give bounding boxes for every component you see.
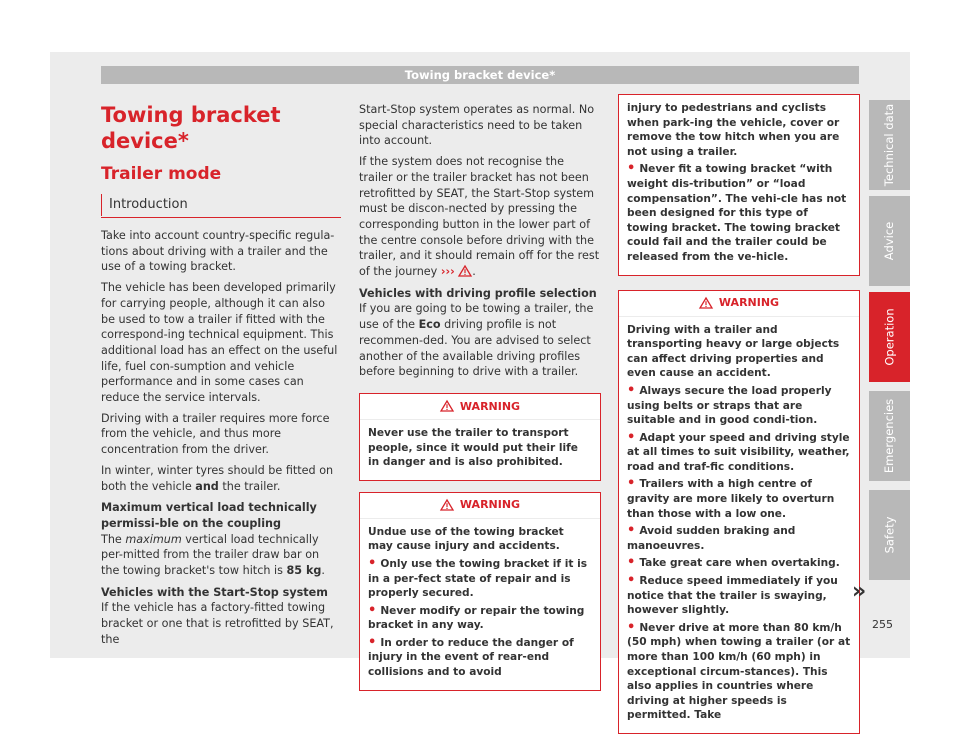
paragraph: If you are going to be towing a trailer, the use of the Eco driving profile is not recommen-ded. You are advised to select another of the available driving profiles before beginning to drive with a trailer. — [359, 302, 594, 379]
side-tab-technical-data[interactable]: Technical data — [869, 100, 910, 190]
chapter-title: Towing bracket device* — [101, 103, 281, 153]
warning-header — [360, 493, 600, 519]
paragraph: The maximum vertical load technically per-mitted from the trailer draw bar on the towing bracket's tow hitch is 85 kg. — [101, 532, 325, 578]
bullet-item: • Adapt your speed and driving style at all times to suit visibility, weather, road and traf-fic conditions. — [627, 429, 850, 473]
bullet-item: • Only use the towing bracket if it is in a per-fect state of repair and is properly secured. — [368, 555, 588, 600]
warning-box — [359, 492, 601, 691]
warning-triangle-icon — [440, 499, 454, 511]
paragraph-heading: Maximum vertical load technically permissi-ble on the coupling — [101, 501, 317, 530]
paragraph-heading: Vehicles with driving profile selection — [359, 286, 597, 300]
section-title: Trailer mode — [101, 164, 222, 184]
warning-label: WARNING — [718, 296, 780, 310]
bullet-item: • Never drive at more than 80 km/h (50 mph) when towing a trailer (or at more than 100 km/h (60 mph) in exceptional circum-stances). This also applies in countries where driving at higher speeds is permitted. Take — [627, 619, 851, 722]
column-1 — [101, 102, 341, 653]
bullet-item: • Never fit a towing bracket “with weight dis-tribution” or “load compensation”. The vehi-cle has not been designed for this type of towing bracket. The towing bracket could fail and the trailer could be released from the ve-hicle. — [627, 161, 847, 263]
warning-box — [359, 393, 601, 481]
warning-body — [360, 519, 600, 690]
bullet-item: • Take great care when overtaking. — [627, 555, 840, 571]
running-header: Towing bracket device* — [101, 66, 859, 84]
paragraph-heading: Vehicles with the Start-Stop system — [101, 585, 328, 599]
subsection-heading — [101, 196, 341, 218]
side-tab-safety[interactable]: Safety — [869, 490, 910, 580]
warning-header — [619, 291, 859, 317]
column-2 — [359, 102, 601, 702]
column-3 — [618, 94, 860, 745]
subsection-title: Introduction — [109, 197, 188, 212]
warning-text: Driving with a trailer and transporting heavy or large objects can affect driving properties and even cause an accident. — [627, 323, 840, 380]
bullet-item: • Always secure the load properly using belts or straps that are suitable and in good condi-tion. — [627, 382, 832, 427]
bullet-item: • In order to reduce the danger of injury in the event of rear-end collisions and to avoid — [368, 634, 574, 679]
warning-body — [360, 420, 600, 480]
bullet-item: • Never modify or repair the towing bracket in any way. — [368, 602, 585, 632]
paragraph: Start-Stop system operates as normal. No special characteristics need to be taken into account. — [359, 103, 595, 148]
bullet-item: • Reduce speed immediately if you notice that the trailer is swaying, however slightly. — [627, 573, 838, 617]
cross-reference-link[interactable]: ››› — [440, 265, 455, 279]
paragraph: Driving with a trailer requires more force from the vehicle, and thus more concentration from the driver. — [101, 411, 330, 457]
page-number: 255 — [872, 618, 893, 631]
paragraph: If the vehicle has a factory-fitted towing bracket or one that is retrofitted by SEAT, the — [101, 601, 334, 646]
continued-marker: » — [852, 579, 867, 604]
paragraph: Take into account country-specific regula-tions about driving with a trailer and the use of a towing bracket. — [101, 229, 335, 274]
paragraph: In winter, winter tyres should be fitted on both the vehicle and the trailer. — [101, 463, 334, 493]
warning-text: injury to pedestrians and cyclists when park-ing the vehicle, cover or remove the tow hitch when you are not using a trailer. — [627, 102, 840, 158]
warning-label: WARNING — [459, 399, 521, 413]
warning-body — [619, 95, 859, 275]
warning-text: Undue use of the towing bracket may cause injury and accidents. — [368, 525, 564, 553]
warning-triangle-icon — [458, 265, 472, 277]
warning-body — [619, 317, 859, 733]
side-tab-emergencies[interactable]: Emergencies — [869, 391, 910, 481]
warning-box-continued — [618, 94, 860, 276]
bullet-item: • Avoid sudden braking and manoeuvres. — [627, 523, 796, 552]
warning-text: Never use the trailer to transport people, since it would put their life in danger and is also prohibited. — [368, 426, 578, 469]
warning-header — [360, 394, 600, 420]
warning-label: WARNING — [459, 498, 521, 512]
warning-triangle-icon — [699, 297, 713, 309]
paragraph: The vehicle has been developed primarily for carrying people, although it can also be used to tow a trailer if fitted with the correspond-ing technical equipment. This additional load has an effect on the useful life, fuel con-sumption and vehicle performance and in some cases can reduce the service intervals. — [101, 281, 338, 405]
bullet-item: • Trailers with a high centre of gravity are more likely to overturn than those with a low one. — [627, 476, 835, 520]
side-tab-advice[interactable]: Advice — [869, 196, 910, 286]
side-tab-operation[interactable]: Operation — [869, 292, 910, 382]
warning-triangle-icon — [440, 400, 454, 412]
warning-box — [618, 290, 860, 734]
paragraph: If the system does not recognise the trailer or the trailer bracket has not been retrofitted by SEAT, the Start-Stop system must be discon-nected by pressing the corresponding button in the lower part of the centre console before driving with the trailer, and it should remain off for the rest of the journey ››› . — [359, 155, 600, 279]
